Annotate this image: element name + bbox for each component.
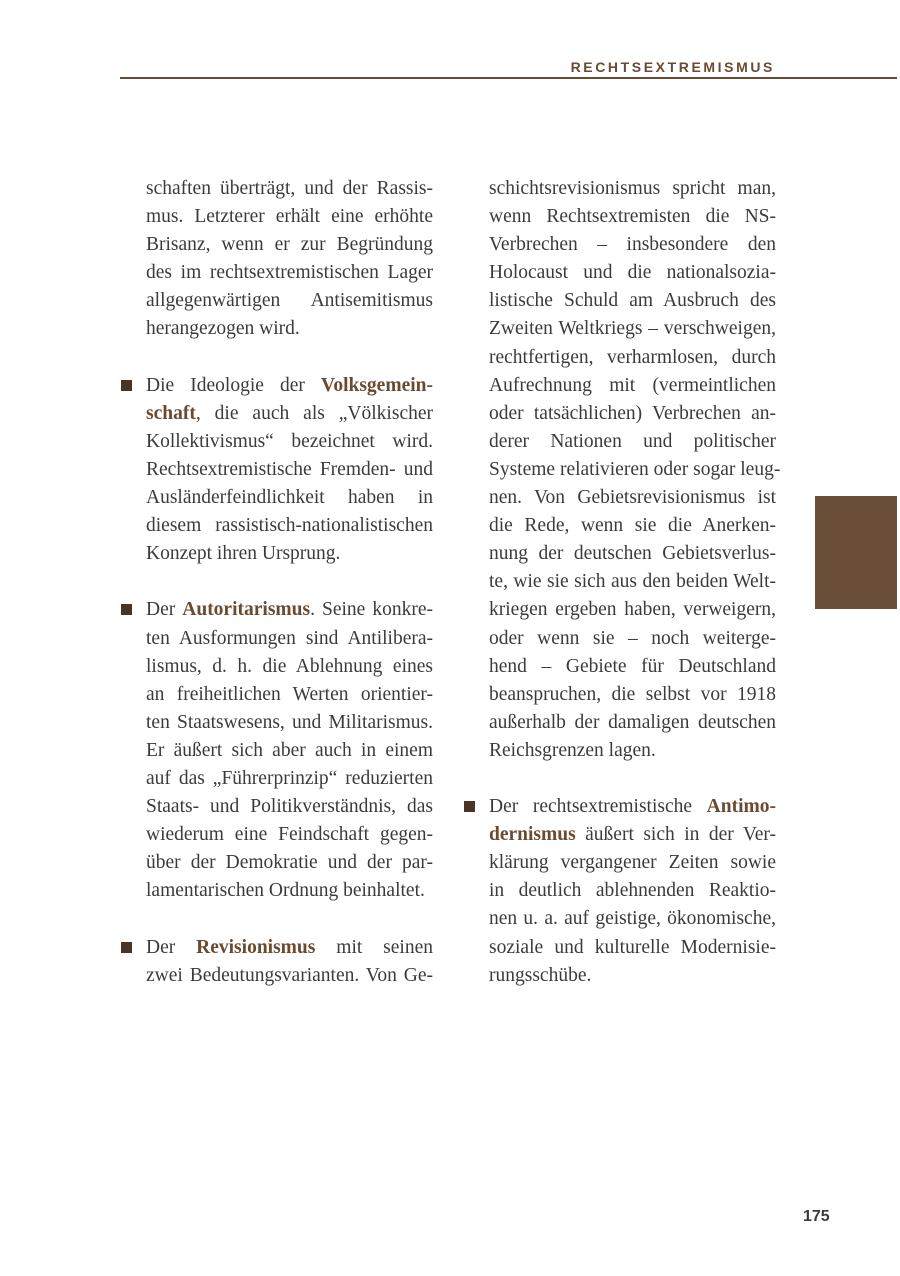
list-item-antimodernismus	[489, 793, 776, 990]
text-line: Konzept ihren Ursprung.	[146, 543, 341, 565]
list-item-revisionismus	[146, 934, 433, 990]
square-bullet-icon	[121, 380, 132, 391]
page-number: 175	[803, 1208, 830, 1225]
left-column	[146, 175, 433, 990]
text-line: an freiheitlichen Werten orientier-	[146, 683, 433, 705]
text-line: oder wenn sie – noch weiterge-	[489, 627, 776, 649]
text-line: hend – Gebiete für Deutschland	[489, 655, 776, 677]
text-line: auf das „Führerprinzip“ reduzierten	[146, 767, 433, 789]
text-line: oder tatsächlichen) Verbrechen an-	[489, 402, 776, 424]
text-line: allgegenwärtigen Antisemitismus	[146, 290, 433, 312]
text-line: ten Ausformungen sind Antilibera-	[146, 627, 433, 649]
text-run: Der	[146, 599, 183, 621]
text-line: derer Nationen und politischer	[489, 430, 776, 452]
text-line: Zweiten Weltkriegs – verschweigen,	[489, 318, 776, 340]
text-line	[146, 934, 433, 962]
text-line: nung der deutschen Gebietsverlus-	[489, 543, 776, 565]
text-line: Holocaust und die nationalsozia-	[489, 262, 776, 284]
list-item-autoritarismus	[146, 596, 433, 905]
text-line: herangezogen wird.	[146, 318, 300, 340]
text-line: listische Schuld am Ausbruch des	[489, 290, 776, 312]
text-line: lamentarischen Ordnung beinhaltet.	[146, 880, 425, 902]
keyword-autoritarismus: Autoritarismus	[182, 599, 311, 621]
text-line: kriegen ergeben haben, verweigern,	[489, 599, 776, 621]
text-line: über der Demokratie und der par-	[146, 852, 433, 874]
text-line: nen u. a. auf geistige, ökonomische,	[489, 908, 776, 930]
text-line: lismus, d. h. die Ablehnung eines	[146, 655, 433, 677]
text-line: Verbrechen – insbesondere den	[489, 234, 776, 256]
text-line: schaften überträgt, und der Rassis-	[146, 178, 433, 199]
text-line: wiederum eine Feindschaft gegen-	[146, 824, 433, 846]
text-run: äußert sich in der Ver-	[575, 824, 776, 846]
text-line: Er äußert sich aber auch in einem	[146, 739, 433, 761]
text-line: Systeme relativieren oder sogar leug-	[489, 458, 781, 480]
keyword-antimodernismus: Antimo-	[706, 796, 776, 818]
text-line	[146, 596, 433, 624]
text-line: ten Staatswesens, und Militarismus.	[146, 711, 433, 733]
keyword-revisionismus: Revisionismus	[196, 936, 316, 958]
text-line: die Rede, wenn sie die Anerken-	[489, 515, 776, 537]
text-run: . Seine konkre-	[310, 599, 433, 621]
text-line: Staats- und Politikverständnis, das	[146, 796, 433, 818]
header-rule	[120, 77, 897, 79]
list-item-volksgemeinschaft	[146, 372, 433, 569]
keyword-volksgemeinschaft-cont: schaft	[146, 402, 196, 424]
text-run: Die Ideologie der	[146, 374, 322, 396]
text-line: Kollektivismus“ bezeichnet wird.	[146, 430, 433, 452]
text-line	[146, 372, 433, 400]
running-head-title: RECHTSEXTREMISMUS	[570, 59, 775, 75]
text-line: diesem rassistisch-nationalistischen	[146, 515, 433, 537]
text-line: mus. Letzterer erhält eine erhöhte	[146, 206, 433, 228]
text-line: Ausländerfeindlichkeit haben in	[146, 487, 433, 509]
continuation-paragraph	[146, 175, 433, 344]
text-line	[489, 821, 776, 849]
text-run: mit seinen	[315, 936, 434, 958]
chapter-tab-marker	[815, 496, 897, 609]
square-bullet-icon	[464, 801, 475, 812]
text-line: des im rechtsextremistischen Lager	[146, 262, 433, 284]
text-line: zwei Bedeutungsvarianten. Von Ge-	[146, 964, 433, 986]
text-line: Rechtsextremistische Fremden- und	[146, 458, 433, 480]
text-line: außerhalb der damaligen deutschen	[489, 711, 776, 733]
text-line: Reichsgrenzen lagen.	[489, 739, 656, 761]
right-column	[489, 175, 781, 990]
text-line: beanspruchen, die selbst vor 1918	[489, 683, 776, 705]
text-line	[146, 400, 433, 428]
text-line: te, wie sie sich aus den beiden Welt-	[489, 571, 776, 593]
text-line: nen. Von Gebietsrevisionismus ist	[489, 487, 776, 509]
text-line	[489, 793, 776, 821]
text-line: schichtsrevisionismus spricht man,	[489, 178, 776, 199]
text-run: , die auch als „Völkischer	[195, 402, 433, 424]
keyword-antimodernismus-cont: dernismus	[489, 824, 576, 846]
text-line: Aufrechnung mit (vermeintlichen	[489, 374, 776, 396]
text-line: Brisanz, wenn er zur Begründung	[146, 234, 433, 256]
text-line: rechtfertigen, verharmlosen, durch	[489, 346, 776, 368]
keyword-volksgemeinschaft: Volksgemein-	[321, 374, 433, 396]
text-line: soziale und kulturelle Modernisie-	[489, 936, 776, 958]
text-run: Der	[146, 936, 197, 958]
text-line: rungsschübe.	[489, 964, 592, 986]
text-run: Der rechtsextremistische	[489, 796, 707, 818]
square-bullet-icon	[121, 604, 132, 615]
square-bullet-icon	[121, 942, 132, 953]
text-line: in deutlich ablehnenden Reaktio-	[489, 880, 776, 902]
continuation-paragraph	[489, 175, 781, 765]
text-line: klärung vergangener Zeiten sowie	[489, 852, 776, 874]
text-line: wenn Rechtsextremisten die NS-	[489, 206, 776, 228]
